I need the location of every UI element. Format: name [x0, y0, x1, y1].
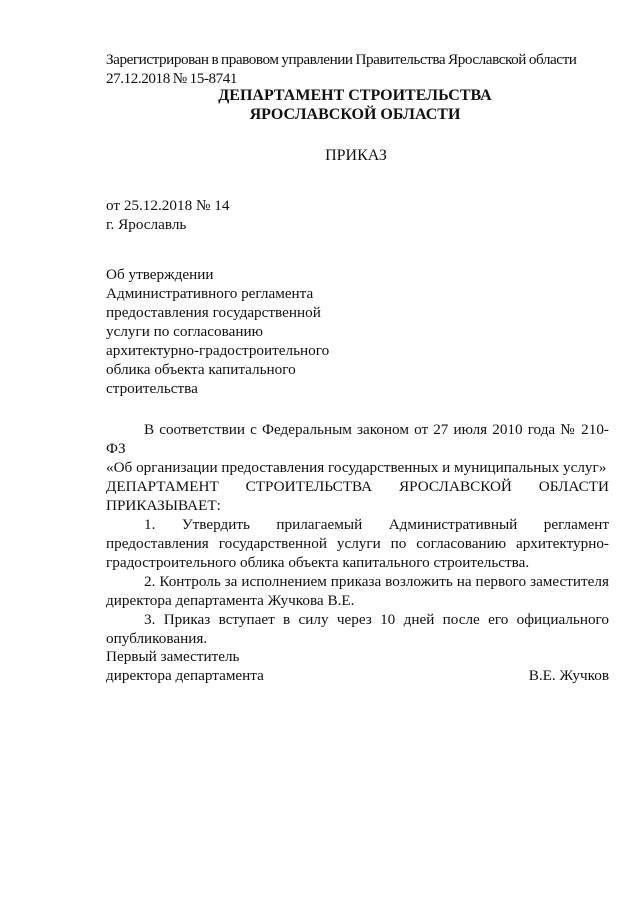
registration-note	[106, 50, 616, 88]
document-type: ПРИКАЗ	[325, 147, 387, 164]
subject-line: архитектурно-градостроительного	[106, 342, 330, 359]
registration-text: Зарегистрирован в правовом управлении Правительства Ярославской области	[106, 51, 577, 68]
subject-line: предоставления государственной	[106, 304, 321, 321]
order-item-3: 3. Приказ вступает в силу через 10 дней после его официального опубликования.	[106, 611, 609, 647]
signer-name: В.Е. Жучков	[528, 667, 609, 684]
department-name-line2: ЯРОСЛАВСКОЙ ОБЛАСТИ	[249, 106, 461, 123]
preamble-line: В соответствии с Федеральным законом от 27 июля 2010 года № 210-ФЗ	[106, 421, 609, 457]
order-body	[106, 420, 609, 648]
registration-number: 27.12.2018 № 15-8741	[106, 70, 238, 87]
order-item-1: 1. Утвердить прилагаемый Административный регламент предоставления государственной услуги по согласованию архитектурно-градостроительного облика объекта капитального строительства.	[106, 516, 609, 571]
preamble-line: ДЕПАРТАМЕНТ СТРОИТЕЛЬСТВА ЯРОСЛАВСКОЙ ОБЛАСТИ	[106, 478, 609, 495]
order-subject	[106, 265, 366, 398]
preamble-line: «Об организации предоставления государственных и муниципальных услуг»	[106, 459, 607, 476]
subject-line: облика объекта капитального	[106, 361, 296, 378]
order-date-number: от 25.12.2018 № 14	[106, 197, 230, 214]
subject-line: Об утверждении	[106, 266, 214, 283]
preamble-line: ПРИКАЗЫВАЕТ:	[106, 497, 221, 514]
order-item-2: 2. Контроль за исполнением приказа возложить на первого заместителя директора департамента Жучкова В.Е.	[106, 573, 609, 609]
signature-row	[106, 666, 609, 685]
signer-position-line2: директора департамента	[106, 667, 264, 684]
subject-line: Административного регламента	[106, 285, 314, 302]
signer-position-line1: Первый заместитель	[106, 648, 240, 665]
department-title	[0, 86, 640, 124]
subject-line: услуги по согласованию	[106, 323, 263, 340]
order-meta	[106, 196, 229, 234]
department-name-line1: ДЕПАРТАМЕНТ СТРОИТЕЛЬСТВА	[218, 87, 492, 104]
signature-block	[106, 647, 609, 685]
subject-line: строительства	[106, 380, 198, 397]
order-city: г. Ярославль	[106, 216, 187, 233]
